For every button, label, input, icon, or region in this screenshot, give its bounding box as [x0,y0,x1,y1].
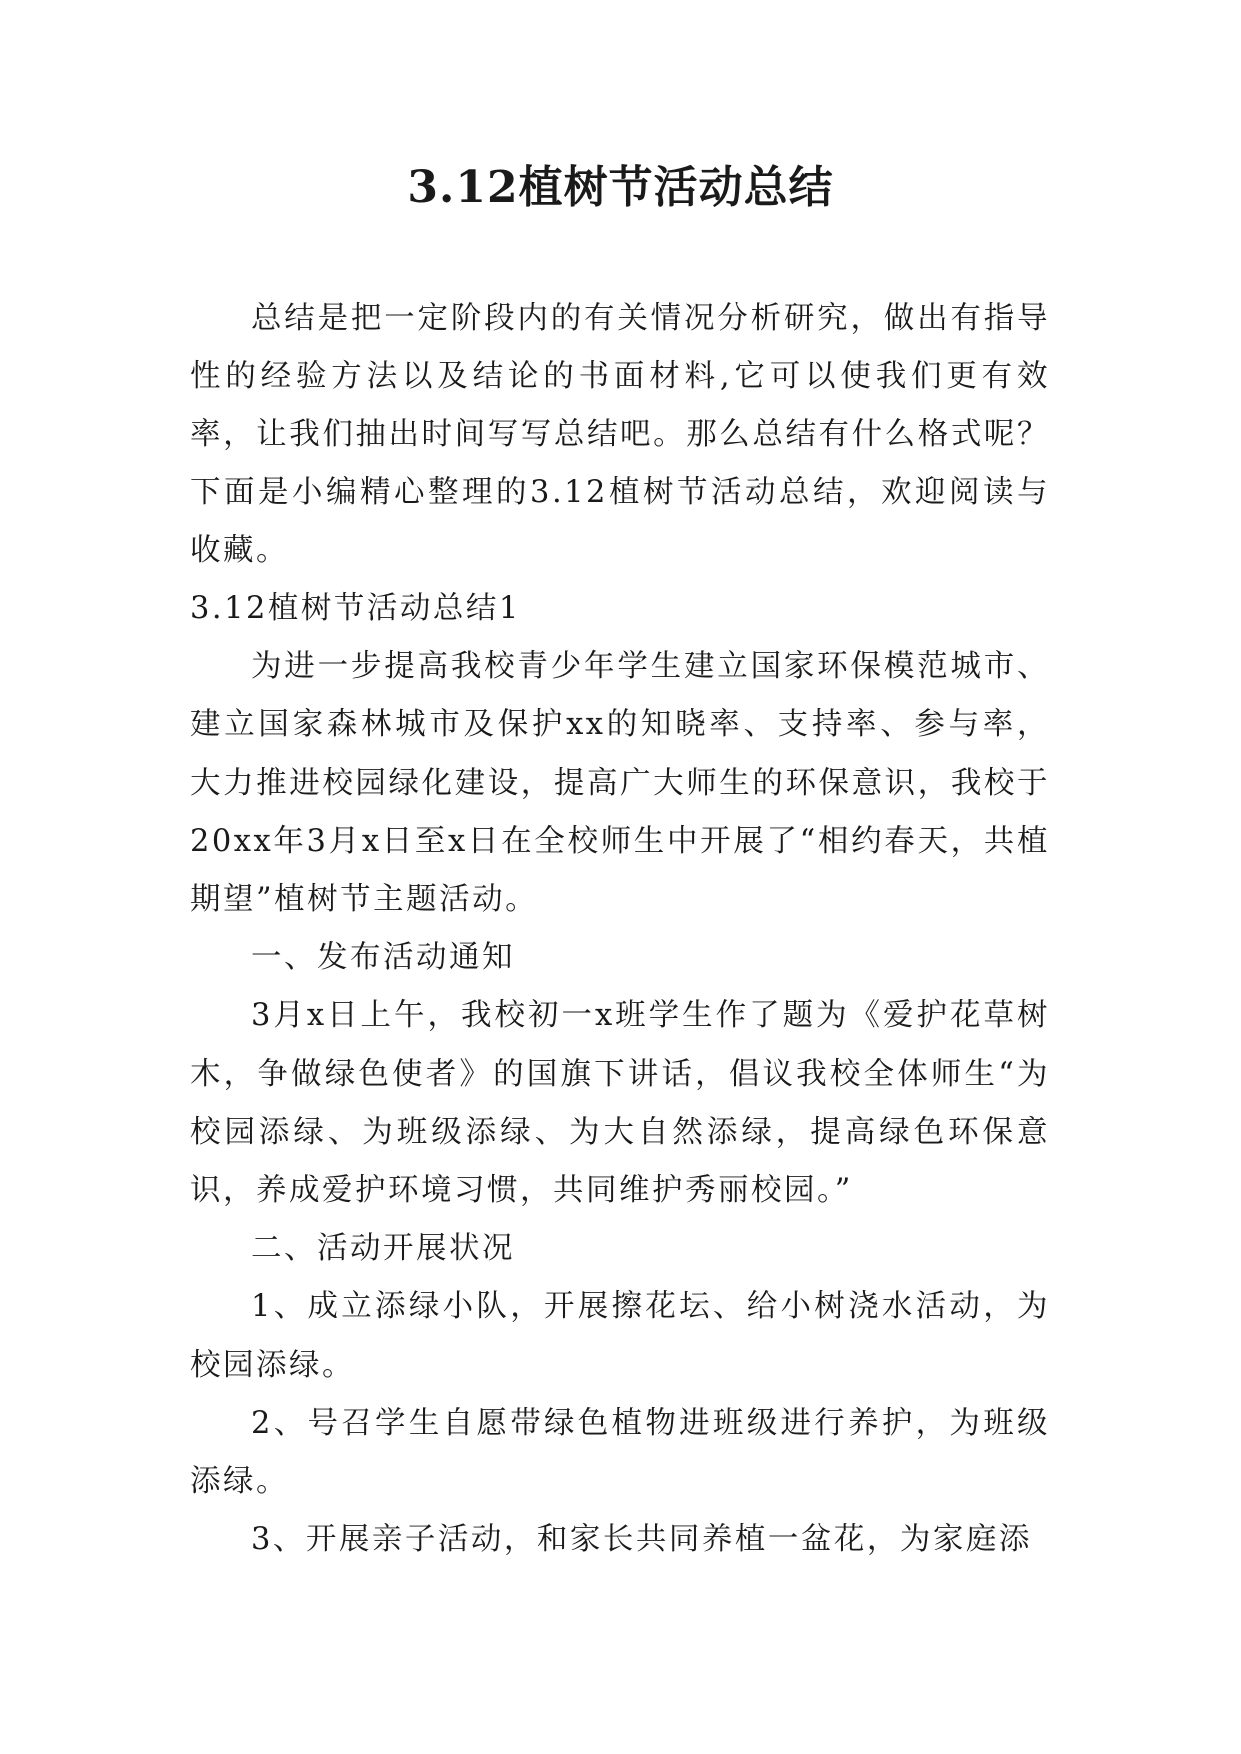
paragraph-item-1: 1、成立添绿小队，开展擦花坛、给小树浇水活动，为校园添绿。 [190,1289,1050,1383]
heading-activities: 二、活动开展状况 [251,1231,515,1267]
intro-paragraph: 总结是把一定阶段内的有关情况分析研究，做出有指导性的经验方法以及结论的书面材料,它可以使我们更有效率，让我们抽出时间写写总结吧。那么总结有什么格式呢？下面是小编精心整理的3.12植树节活动总结，欢迎阅读与收藏。 [190,301,1050,568]
document-title: 3.12植树节活动总结 [407,162,834,213]
heading-notice: 一、发布活动通知 [251,940,515,976]
paragraph-item-3: 3、开展亲子活动，和家长共同养植一盆花，为家庭添 [251,1522,1032,1558]
intro-block [190,290,1050,580]
paragraph-item-2: 2、号召学生自愿带绿色植物进班级进行养护，为班级添绿。 [190,1405,1050,1500]
paragraph-purpose: 为进一步提高我校青少年学生建立国家环保模范城市、建立国家森林城市及保护xx的知晓率、支持率、参与率，大力推进校园绿化建设，提高广大师生的环保意识，我校于20xx年3月x日至x日在全校师生中开展了“相约春天，共植期望”植树节主题活动。 [190,649,1050,918]
section-heading: 3.12植树节活动总结1 [190,591,521,626]
content-block [190,580,1050,1569]
paragraph-speech: 3月x日上午，我校初一x班学生作了题为《爱护花草树木，争做绿色使者》的国旗下讲话，倡议我校全体师生“为校园添绿、为班级添绿、为大自然添绿，提高绿色环保意识，养成爱护环境习惯，共同维护秀丽校园。” [190,998,1050,1209]
